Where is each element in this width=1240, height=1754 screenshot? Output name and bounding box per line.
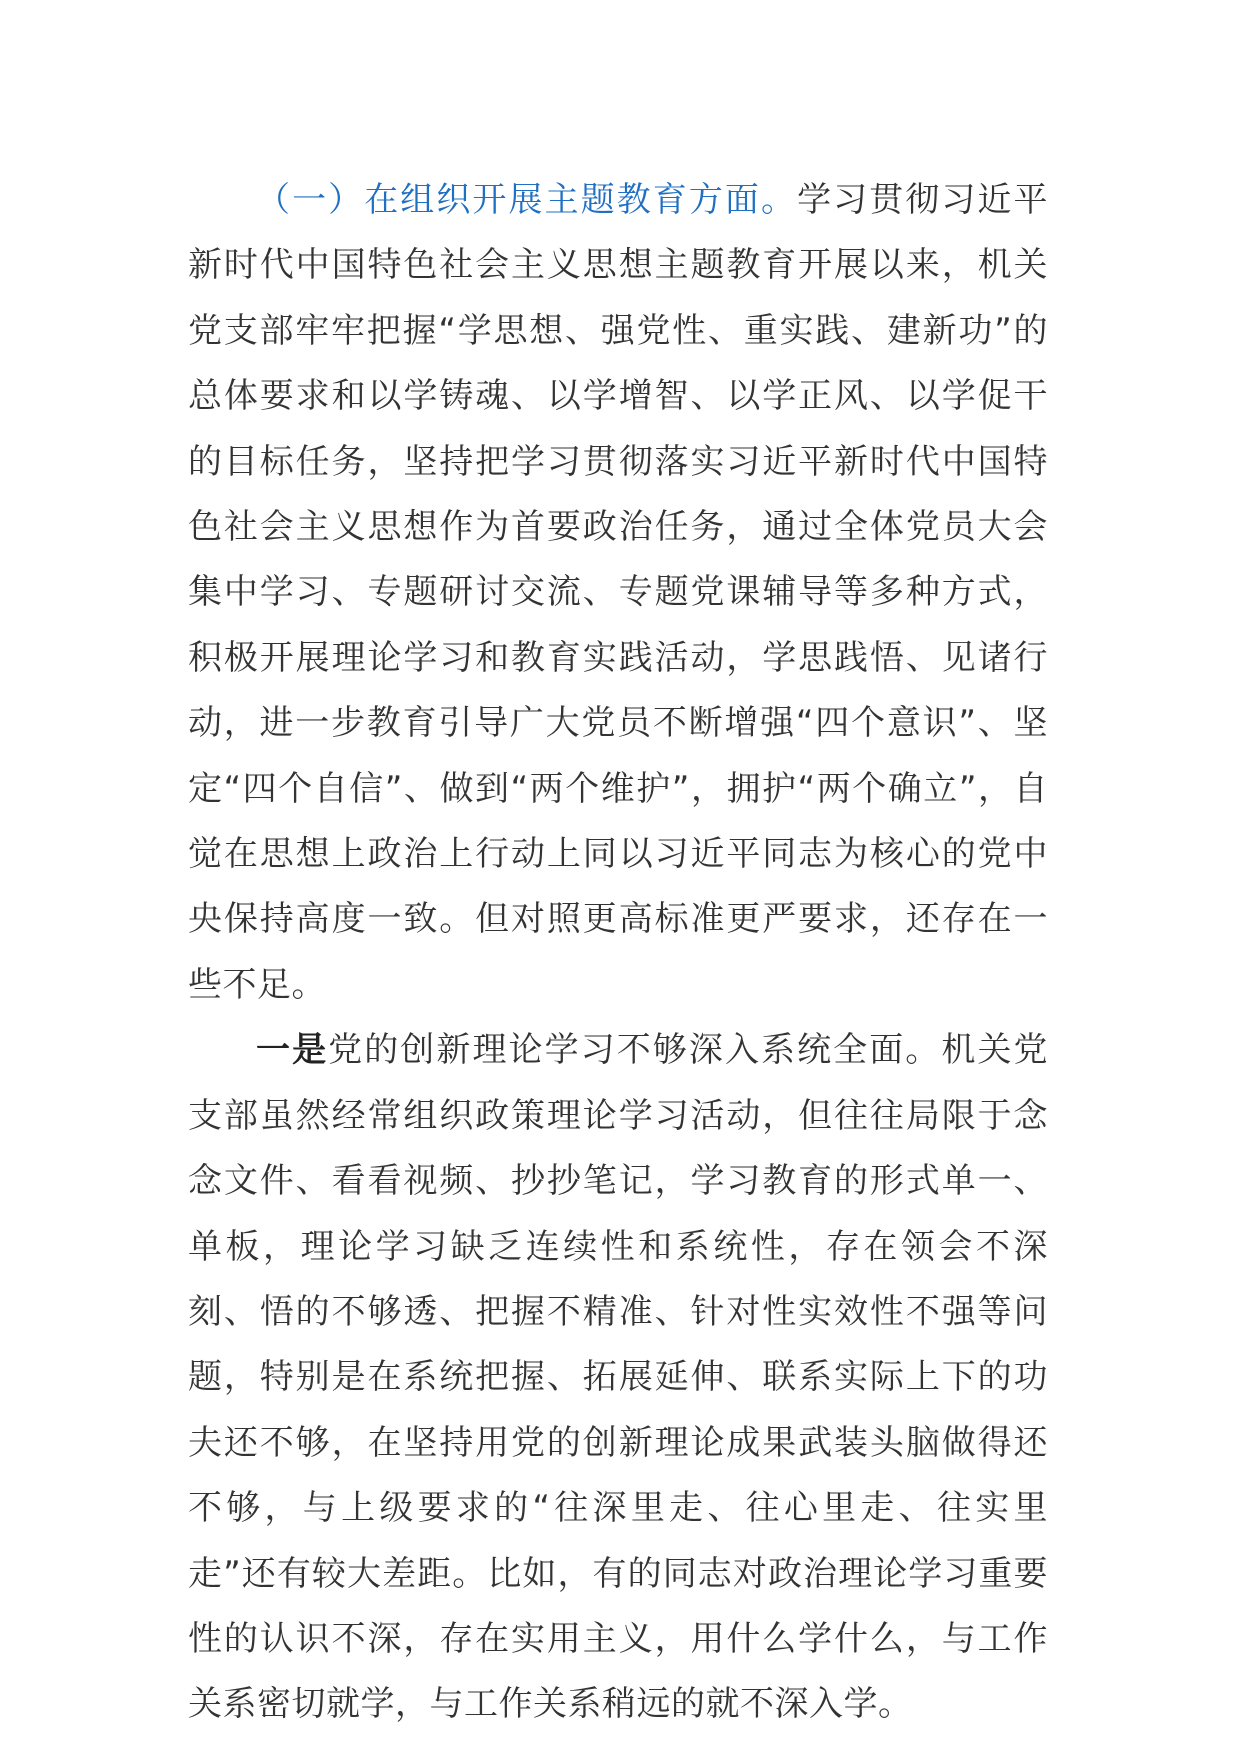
document-page [188,168,1048,1738]
paragraph-section-1 [188,168,1048,1018]
section-body: 学习贯彻习近平新时代中国特色社会主义思想主题教育开展以来，机关党支部牢牢把握“学思想、强党性、重实践、建新功”的总体要求和以学铸魂、以学增智、以学正风、以学促干的目标任务，坚持把学习贯彻落实习近平新时代中国特色社会主义思想作为首要政治任务，通过全体党员大会集中学习、专题研讨交流、专题党课辅导等多种方式，积极开展理论学习和教育实践活动，学思践悟、见诸行动，进一步教育引导广大党员不断增强“四个意识”、坚定“四个自信”、做到“两个维护”，拥护“两个确立”，自觉在思想上政治上行动上同以习近平同志为核心的党中央保持高度一致。但对照更高标准更严要求，还存在一些不足。 [188,180,1049,1005]
point-lead: 一是 [256,1030,329,1071]
section-heading: （一）在组织开展主题教育方面。 [256,180,798,220]
point-body: 党的创新理论学习不够深入系统全面。机关党支部虽然经常组织政策理论学习活动，但往往局限于念念文件、看看视频、抄抄笔记，学习教育的形式单一、单板，理论学习缺乏连续性和系统性，存在领会不深刻、悟的不够透、把握不精准、针对性实效性不强等问题，特别是在系统把握、拓展延伸、联系实际上下的功夫还不够，在坚持用党的创新理论成果武装头脑做得还不够，与上级要求的“往深里走、往心里走、往实里走”还有较大差距。比如，有的同志对政治理论学习重要性的认识不深，存在实用主义，用什么学什么，与工作关系密切就学，与工作关系稍远的就不深入学。 [188,1030,1049,1725]
paragraph-point-1 [188,1018,1048,1737]
